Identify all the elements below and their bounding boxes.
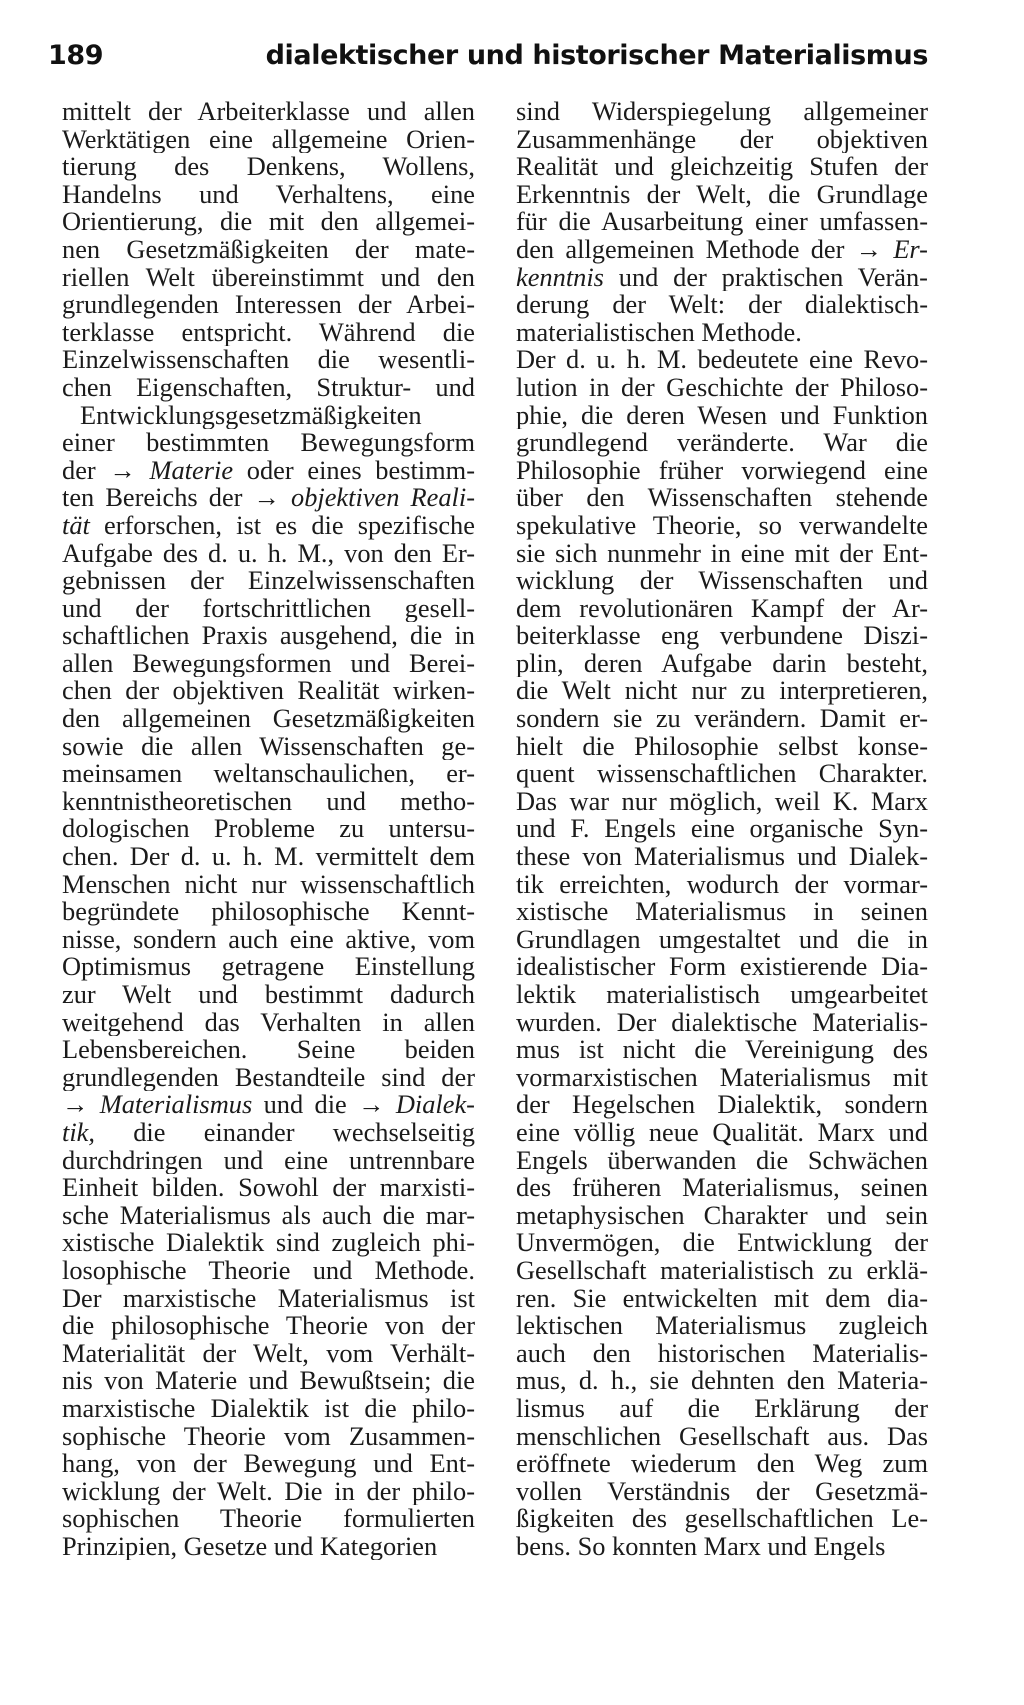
text-line: mus ist nicht die Vereinigung des	[516, 1036, 928, 1064]
text-line: Der d. u. h. M. bedeutete eine Revo-	[516, 346, 928, 374]
text-line: Engels überwanden die Schwächen	[516, 1146, 928, 1175]
page-number: 189	[48, 40, 104, 71]
text-line: der → Materie oder eines bestimm-	[62, 456, 475, 485]
text-line: Grundlagen umgestaltet und die in	[516, 925, 928, 954]
text-line: Der marxistische Materialismus ist	[62, 1284, 475, 1313]
text-line: schaftlichen Praxis ausgehend, die in	[62, 622, 475, 650]
text-line: → Materialismus und die → Dialek-	[62, 1091, 475, 1119]
text-line: Werktätigen eine allgemeine Orien-	[62, 125, 475, 154]
text-line: mittelt der Arbeiterklasse und allen	[62, 98, 475, 126]
text-line: xistische Dialektik sind zugleich phi-	[62, 1229, 475, 1257]
text-line: Optimismus getragene Einstellung	[62, 953, 475, 981]
text-line: Entwicklungsgesetzmäßigkeiten	[80, 401, 422, 430]
text-line: tik erreichten, wodurch der vormar-	[516, 870, 928, 899]
text-line: des früheren Materialismus, seinen	[516, 1174, 928, 1202]
text-line: auch den historischen Materialis-	[516, 1339, 928, 1368]
text-line: derung der Welt: der dialektisch-	[516, 291, 928, 319]
text-line: kenntnis und der praktischen Verän-	[516, 263, 928, 292]
text-line: Zusammenhänge der objektiven	[516, 125, 928, 154]
text-line: sowie die allen Wissenschaften ge-	[62, 732, 475, 761]
text-line: zur Welt und bestimmt dadurch	[62, 981, 475, 1009]
text-line: und F. Engels eine organische Syn-	[516, 815, 928, 844]
text-line: Handelns und Verhaltens, eine	[62, 180, 475, 209]
text-line: sophischen Theorie formulierten	[62, 1505, 475, 1533]
text-line: Realität und gleichzeitig Stufen der	[516, 153, 928, 181]
text-line: sophische Theorie vom Zusammen-	[62, 1422, 475, 1451]
text-line: Erkenntnis der Welt, die Grundlage	[516, 180, 928, 209]
text-line: nen Gesetzmäßigkeiten der mate-	[62, 235, 475, 264]
text-line: idealistischer Form existierende Dia-	[516, 953, 928, 981]
text-line: die philosophische Theorie von der	[62, 1312, 475, 1340]
text-line: vollen Verständnis der Gesetzmä-	[516, 1477, 928, 1506]
text-line: these von Materialismus und Dialek-	[516, 843, 928, 871]
right-text-column	[516, 98, 928, 1560]
text-line: chen Eigenschaften, Struktur- und	[62, 373, 475, 402]
text-line: tik, die einander wechselseitig	[62, 1118, 475, 1147]
text-line: eine völlig neue Qualität. Marx und	[516, 1118, 928, 1147]
text-line: terklasse entspricht. Während die	[62, 318, 475, 347]
text-line: sondern sie zu verändern. Damit er-	[516, 705, 928, 733]
text-line: grundlegenden Interessen der Arbei-	[62, 291, 475, 319]
text-line: lution in der Geschichte der Philoso-	[516, 373, 928, 402]
text-line: Orientierung, die mit den allgemei-	[62, 208, 475, 236]
text-line: menschlichen Gesellschaft aus. Das	[516, 1422, 928, 1451]
text-line: sind Widerspiegelung allgemeiner	[516, 98, 928, 126]
text-line: tierung des Denkens, Wollens,	[62, 153, 475, 181]
text-line: für die Ausarbeitung einer umfassen-	[516, 208, 928, 236]
text-line: einer bestimmten Bewegungsform	[62, 429, 475, 457]
text-line: wicklung der Wissenschaften und	[516, 567, 928, 595]
text-line: dologischen Probleme zu untersu-	[62, 815, 475, 844]
text-line: durchdringen und eine untrennbare	[62, 1146, 475, 1175]
text-line: spekulative Theorie, so verwandelte	[516, 511, 928, 540]
text-line: wurden. Der dialektische Materialis-	[516, 1008, 928, 1037]
text-line: Aufgabe des d. u. h. M., von den Er-	[62, 539, 475, 568]
text-line: kenntnistheoretischen und metho-	[62, 787, 475, 816]
text-line: losophische Theorie und Methode.	[62, 1256, 475, 1285]
text-line: marxistische Dialektik ist die philo-	[62, 1394, 475, 1423]
text-line: grundlegend veränderte. War die	[516, 429, 928, 457]
text-line: bens. So konnten Marx und Engels	[516, 1532, 886, 1561]
text-line: vormarxistischen Materialismus mit	[516, 1063, 928, 1092]
text-line: Das war nur möglich, weil K. Marx	[516, 787, 928, 816]
text-line: tät erforschen, ist es die spezifische	[62, 511, 475, 540]
text-line: Einheit bilden. Sowohl der marxisti-	[62, 1174, 475, 1202]
text-line: hang, von der Bewegung und Ent-	[62, 1450, 475, 1478]
text-line: nis von Materie und Bewußtsein; die	[62, 1367, 475, 1395]
text-line: hielt die Philosophie selbst konse-	[516, 732, 928, 761]
text-line: gebnissen der Einzelwissenschaften	[62, 567, 475, 595]
text-line: Gesellschaft materialistisch zu erklä-	[516, 1256, 928, 1285]
text-line: den allgemeinen Gesetzmäßigkeiten	[62, 705, 475, 733]
text-line: sche Materialismus als auch die mar-	[62, 1201, 475, 1230]
text-line: nisse, sondern auch eine aktive, vom	[62, 925, 475, 954]
text-line: ten Bereichs der → objektiven Reali-	[62, 484, 475, 512]
text-line: ßigkeiten des gesellschaftlichen Le-	[516, 1505, 928, 1533]
text-line: grundlegenden Bestandteile sind der	[62, 1063, 475, 1092]
text-line: den allgemeinen Methode der → Er-	[516, 235, 928, 264]
text-line: sie sich nunmehr in eine mit der Ent-	[516, 539, 928, 568]
page-header	[48, 40, 928, 84]
text-line: Philosophie früher vorwiegend eine	[516, 456, 928, 485]
text-line: chen der objektiven Realität wirken-	[62, 677, 475, 706]
text-line: eröffnete wiederum den Weg zum	[516, 1450, 928, 1478]
text-line: weitgehend das Verhalten in allen	[62, 1008, 475, 1037]
text-line: der Hegelschen Dialektik, sondern	[516, 1091, 928, 1119]
text-line: chen. Der d. u. h. M. vermittelt dem	[62, 843, 475, 871]
text-line: wicklung der Welt. Die in der philo-	[62, 1477, 475, 1506]
text-line: lektischen Materialismus zugleich	[516, 1312, 928, 1340]
text-line: die Welt nicht nur zu interpretieren,	[516, 677, 928, 706]
text-line: allen Bewegungsformen und Berei-	[62, 649, 475, 678]
text-line: Materialität der Welt, vom Verhält-	[62, 1339, 475, 1368]
text-line: xistische Materialismus in seinen	[516, 898, 928, 926]
text-line: dem revolutionären Kampf der Ar-	[516, 594, 928, 623]
text-line: meinsamen weltanschaulichen, er-	[62, 760, 475, 788]
text-line: über den Wissenschaften stehende	[516, 484, 928, 512]
text-line: riellen Welt übereinstimmt und den	[62, 263, 475, 292]
text-line: beiterklasse eng verbundene Diszi-	[516, 622, 928, 650]
text-line: Menschen nicht nur wissenschaftlich	[62, 870, 475, 899]
text-line: phie, die deren Wesen und Funktion	[516, 401, 928, 430]
text-line: lektik materialistisch umgearbeitet	[516, 981, 928, 1009]
left-text-column	[62, 98, 475, 1560]
text-line: und der fortschrittlichen gesell-	[62, 594, 475, 623]
text-line: quent wissenschaftlichen Charakter.	[516, 760, 928, 788]
text-line: Unvermögen, die Entwicklung der	[516, 1229, 928, 1257]
text-line: metaphysischen Charakter und sein	[516, 1201, 928, 1230]
text-line: plin, deren Aufgabe darin besteht,	[516, 649, 928, 678]
text-line: ren. Sie entwickelten mit dem dia-	[516, 1284, 928, 1313]
text-line: lismus auf die Erklärung der	[516, 1394, 928, 1423]
text-line: begründete philosophische Kennt-	[62, 898, 475, 926]
text-line: mus, d. h., sie dehnten den Materia-	[516, 1367, 928, 1395]
text-line: Prinzipien, Gesetze und Kategorien	[62, 1532, 438, 1561]
running-head: dialektischer und historischer Materialismus	[265, 40, 928, 71]
text-line: Einzelwissenschaften die wesentli-	[62, 346, 475, 374]
text-line: Lebensbereichen. Seine beiden	[62, 1036, 475, 1064]
text-line: materialistischen Methode.	[516, 318, 802, 347]
